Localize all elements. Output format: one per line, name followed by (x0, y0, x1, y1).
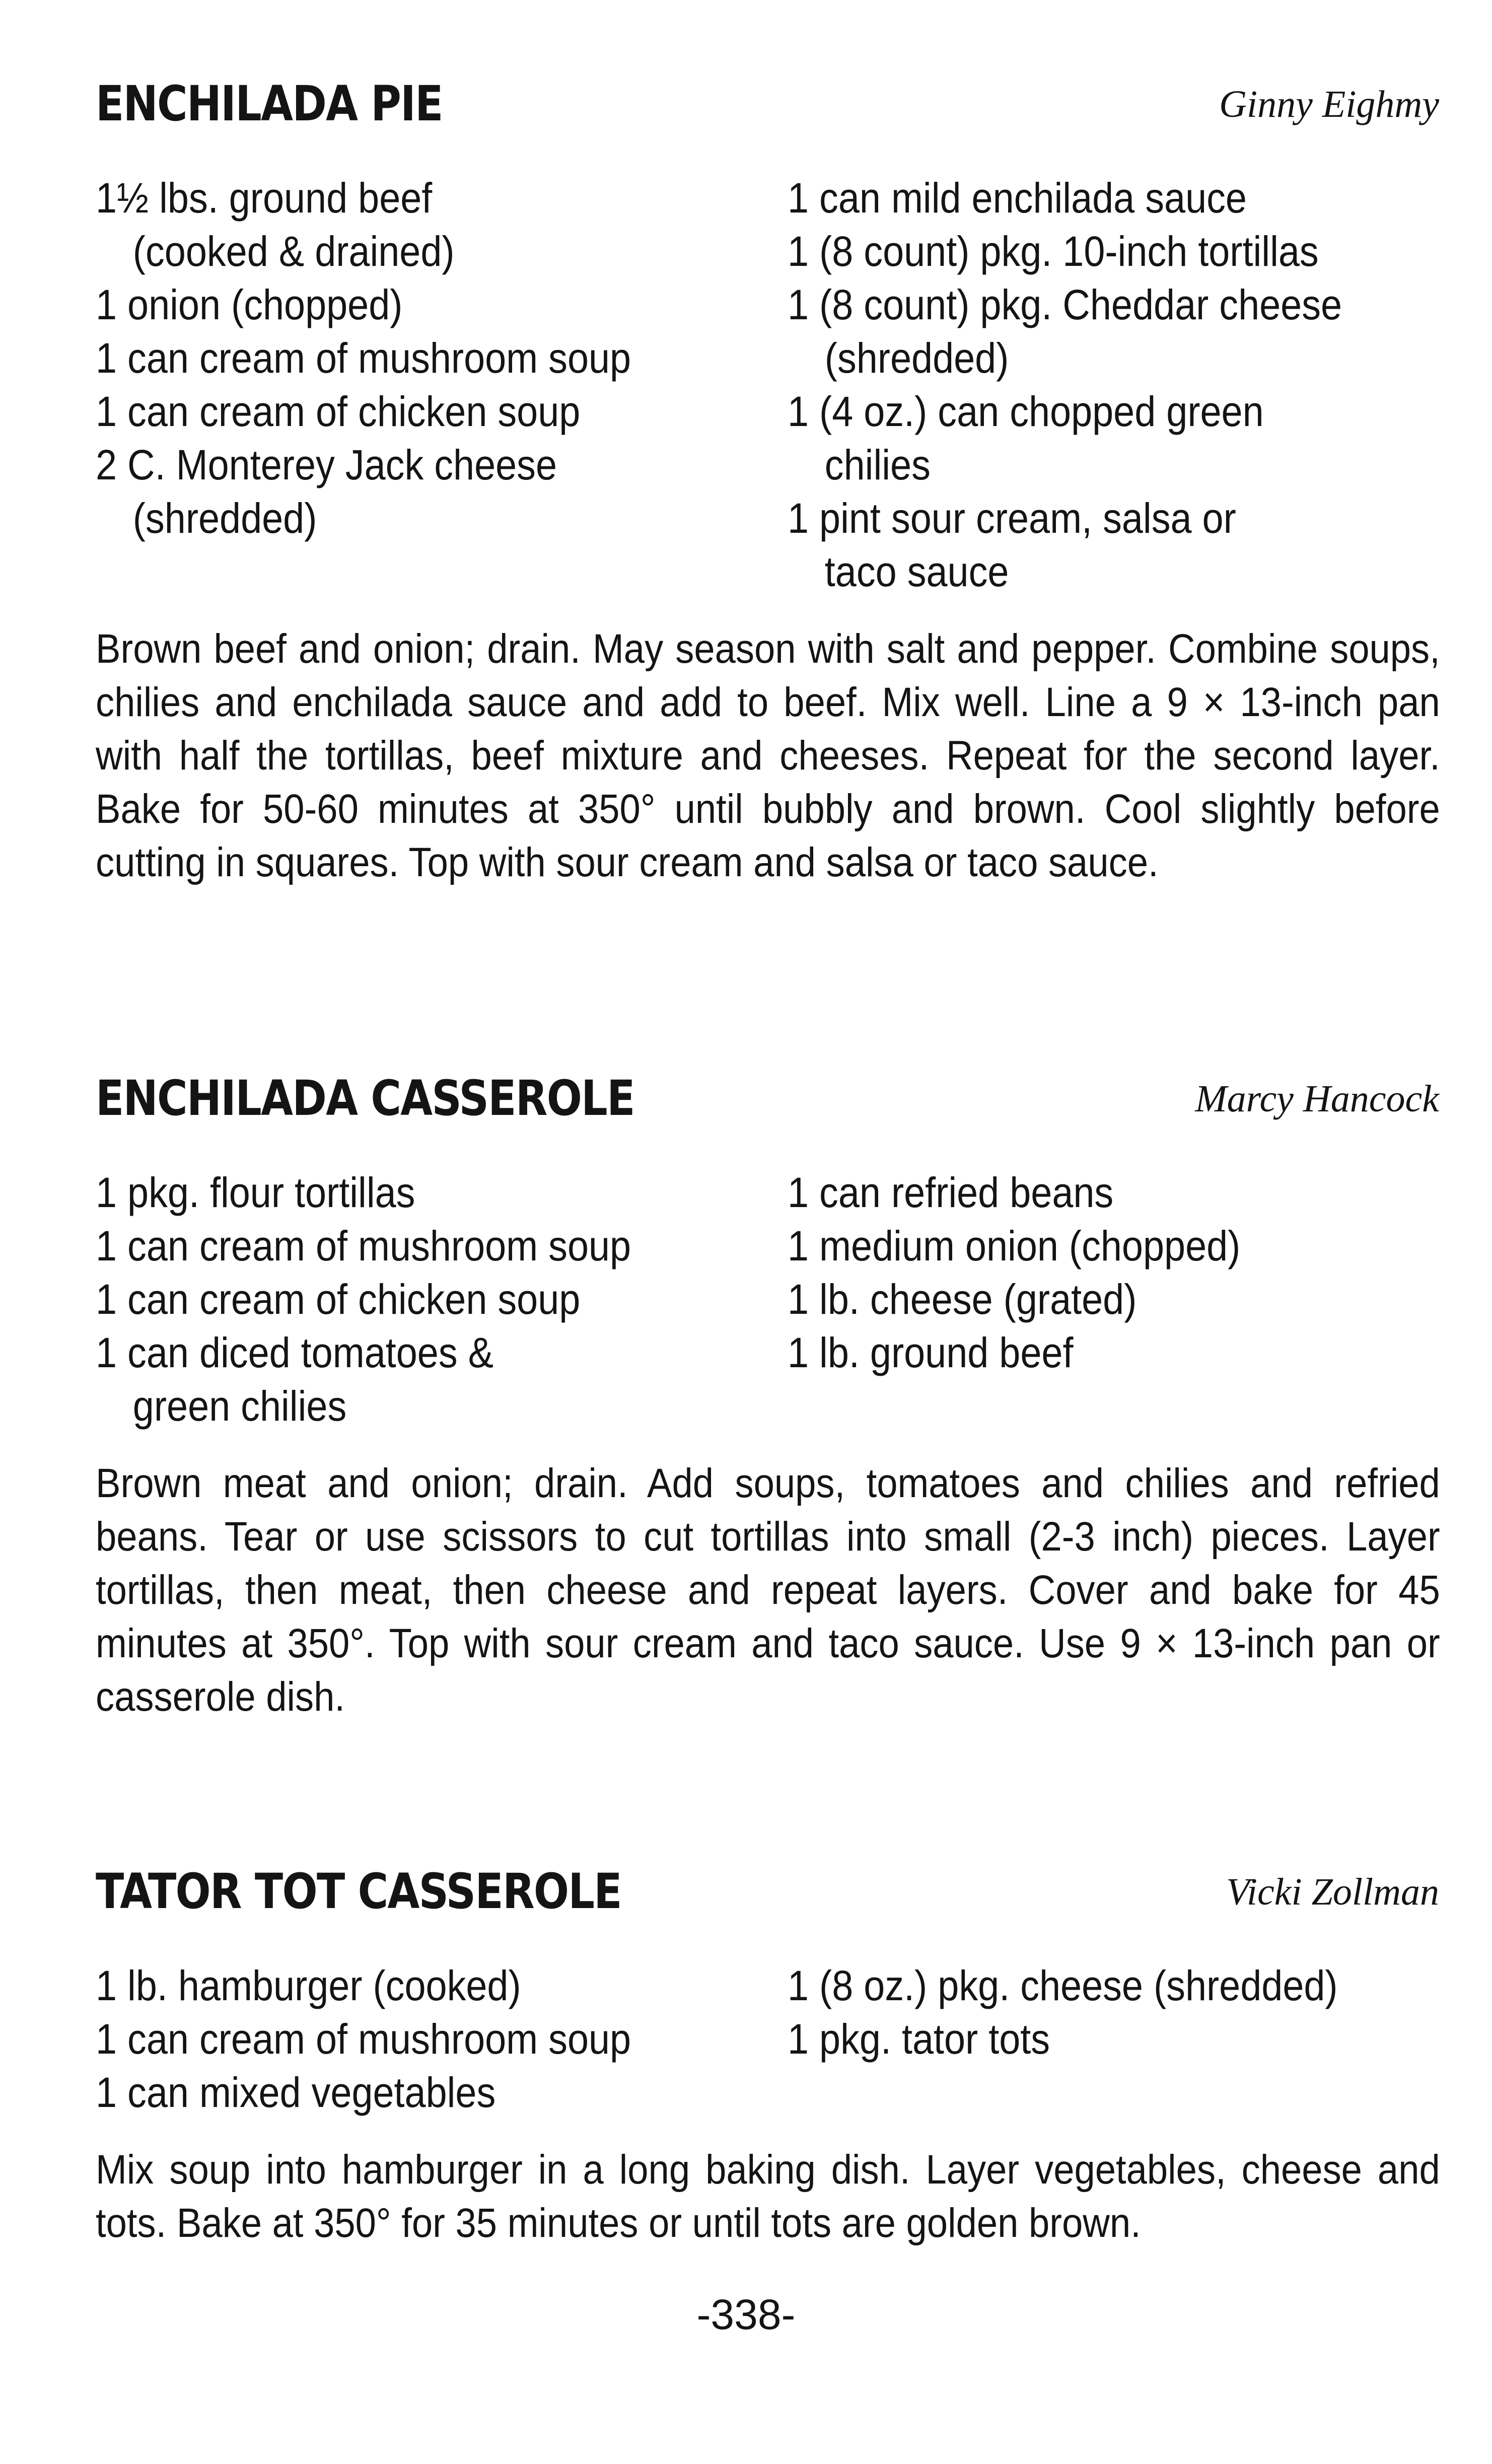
ingredient-item: 1½ lbs. ground beef (96, 174, 433, 222)
ingredient-item: 1 pkg. flour tortillas (96, 1169, 415, 1216)
recipe-directions: Brown beef and onion; drain. May season with salt and pepper. Combine soups, chilies and enchilada sauce and add to beef. Mix well. Line a 9 × 13-inch pan with half the tortillas, beef mixture and cheeses. Repeat for the second layer. Bake for 50-60 minutes at 350° until bubbly and brown. Cool slightly before cutting in squares. Top with sour cream and salsa or taco sauce. (96, 626, 1440, 885)
recipe-enchilada-pie (96, 76, 1439, 889)
recipe-enchilada-casserole (96, 1070, 1439, 1724)
ingredient-item: 1 (8 oz.) pkg. cheese (shredded) (788, 1962, 1338, 2009)
recipe-title: ENCHILADA CASSEROLE (96, 1070, 634, 1127)
ingredient-continuation: chilies (824, 441, 931, 488)
ingredient-item: 1 (8 count) pkg. Cheddar cheese (788, 281, 1342, 328)
ingredient-item: 1 onion (chopped) (96, 281, 403, 328)
recipe-author: Marcy Hancock (1195, 1078, 1439, 1120)
ingredient-item: 1 lb. cheese (grated) (788, 1276, 1137, 1323)
ingredient-item: 1 can cream of chicken soup (96, 1276, 581, 1323)
ingredient-item: 1 medium onion (chopped) (788, 1222, 1241, 1270)
ingredient-column-right (767, 171, 1439, 598)
ingredient-item: 1 can diced tomatoes & (96, 1329, 494, 1376)
recipe-author: Vicki Zollman (1226, 1871, 1439, 1913)
ingredient-item: 1 lb. ground beef (788, 1329, 1074, 1376)
ingredient-list (96, 1959, 1439, 2119)
ingredient-continuation: green chilies (132, 1382, 347, 1430)
recipe-title: TATOR TOT CASSEROLE (96, 1863, 621, 1920)
ingredient-column-right (767, 1166, 1439, 1433)
ingredient-list (96, 1166, 1439, 1433)
ingredient-column-right (767, 1959, 1439, 2119)
recipe-author: Ginny Eighmy (1219, 83, 1439, 125)
page-number: -338- (696, 2291, 796, 2338)
ingredient-column-left (96, 1959, 767, 2119)
ingredient-item: 1 can cream of mushroom soup (96, 2015, 631, 2063)
recipe-tator-tot-casserole (96, 1863, 1439, 2250)
ingredient-column-left (96, 171, 767, 598)
ingredient-column-left (96, 1166, 767, 1433)
recipe-header (96, 1070, 1439, 1136)
ingredient-item: 1 pkg. tator tots (788, 2015, 1050, 2063)
ingredient-item: 1 can cream of chicken soup (96, 388, 581, 435)
recipe-title: ENCHILADA PIE (96, 76, 443, 132)
recipe-header (96, 76, 1439, 141)
ingredient-item: 2 C. Monterey Jack cheese (96, 441, 557, 488)
ingredient-item: 1 can cream of mushroom soup (96, 334, 631, 382)
ingredient-item: 1 can mixed vegetables (96, 2069, 496, 2116)
ingredient-continuation: (shredded) (824, 334, 1009, 382)
ingredient-item: 1 (8 count) pkg. 10-inch tortillas (788, 228, 1319, 275)
recipe-header (96, 1863, 1439, 1929)
ingredient-list (96, 171, 1439, 598)
ingredient-item: 1 lb. hamburger (cooked) (96, 1962, 521, 2009)
ingredient-continuation: taco sauce (824, 548, 1009, 595)
ingredient-item: 1 can mild enchilada sauce (788, 174, 1247, 222)
recipe-directions: Brown meat and onion; drain. Add soups, tomatoes and chilies and refried beans. Tear or use scissors to cut tortillas into small (2-3 inch) pieces. Layer tortillas, then meat, then cheese and repeat layers. Cover and bake for 45 minutes at 350°. Top with sour cream and taco sauce. Use 9 × 13-inch pan or casserole dish. (96, 1460, 1440, 1720)
ingredient-continuation: (shredded) (132, 495, 317, 542)
recipe-directions: Mix soup into hamburger in a long baking dish. Layer vegetables, cheese and tots. Bake at 350° for 35 minutes or until tots are golden brown. (96, 2147, 1440, 2246)
ingredient-item: 1 (4 oz.) can chopped green (788, 388, 1264, 435)
ingredient-item: 1 can refried beans (788, 1169, 1114, 1216)
ingredient-item: 1 pint sour cream, salsa or (788, 495, 1236, 542)
ingredient-continuation: (cooked & drained) (132, 228, 455, 275)
ingredient-item: 1 can cream of mushroom soup (96, 1222, 631, 1270)
